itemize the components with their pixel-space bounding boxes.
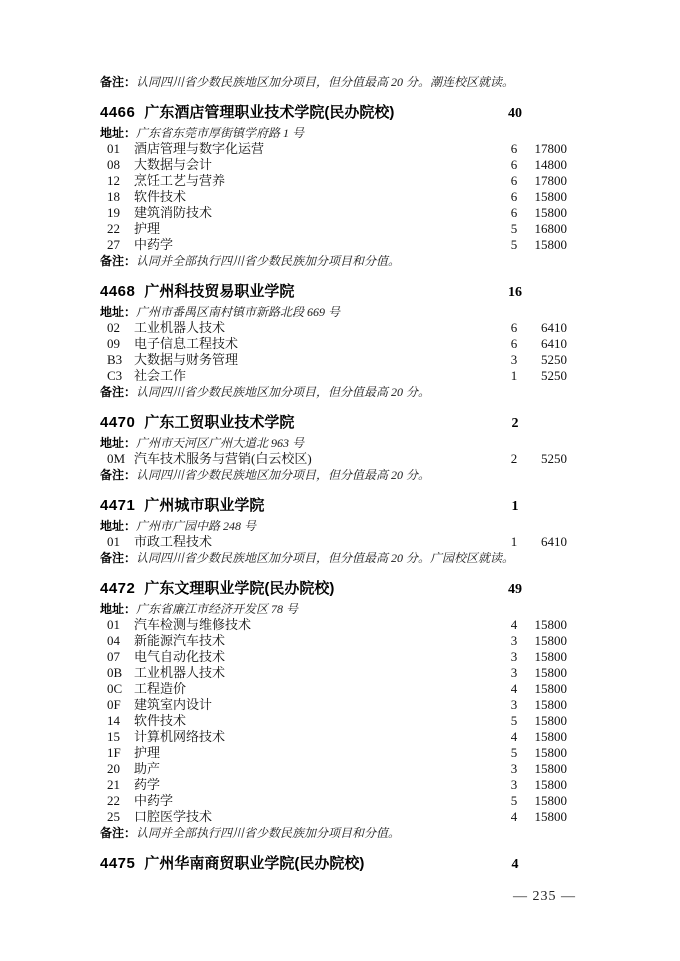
major-fee: 15800 [534,777,567,792]
major-row [100,777,567,793]
institution-code: 4472 [100,580,136,597]
majors-list [100,320,567,384]
majors-list [100,141,567,253]
major-plan-count: 3 [510,665,518,680]
major-fee: 15800 [534,697,567,712]
page-content [100,74,567,876]
note-text: 认同四川省少数民族地区加分项目，但分值最高 20 分。 [136,385,431,399]
institution [100,413,567,483]
institution [100,496,567,566]
major-plan-count: 2 [510,451,518,466]
major-fee: 6410 [541,534,567,549]
major-name: 大数据与财务管理 [134,352,239,367]
institution-name: 广东文理职业学院(民办院校) [144,580,335,597]
major-fee: 15800 [534,793,567,808]
major-row [100,451,567,467]
address-text: 广州市天河区广州大道北 963 号 [136,436,305,450]
note-row [100,550,567,566]
major-row [100,729,567,745]
institution-name: 广州华南商贸职业学院(民办院校) [144,855,365,872]
address-label: 地址： [100,519,137,533]
major-code: 20 [107,761,120,776]
major-fee: 5250 [541,451,567,466]
major-row [100,141,567,157]
major-name: 护理 [134,745,161,760]
institution-name: 广东酒店管理职业技术学院(民办院校) [144,104,395,121]
major-plan-count: 4 [510,681,518,696]
major-row [100,665,567,681]
address-row [100,304,567,320]
major-row [100,173,567,189]
major-code: 01 [107,534,120,549]
address-text: 广东省东莞市厚街镇学府路 1 号 [136,126,305,140]
major-code: 1F [107,745,121,760]
major-plan-count: 3 [510,633,518,648]
note-text: 认同并全部执行四川省少数民族加分项目和分值。 [136,254,401,268]
institution-total-plan: 2 [511,416,519,431]
institution-code: 4471 [100,497,136,514]
institution-name: 广东工贸职业技术学院 [144,414,295,431]
major-name: 中药学 [134,793,174,808]
institution-code: 4466 [100,104,136,121]
institution-code: 4468 [100,283,136,300]
address-row [100,125,567,141]
major-plan-count: 6 [510,173,518,188]
major-fee: 16800 [534,221,567,236]
address-text: 广州市广园中路 248 号 [136,519,257,533]
major-name: 工业机器人技术 [134,665,226,680]
institution-header [100,413,567,433]
major-row [100,534,567,550]
major-name: 大数据与会计 [134,157,213,172]
institution-header [100,496,567,516]
major-name: 电子信息工程技术 [134,336,239,351]
major-plan-count: 4 [510,617,518,632]
major-fee: 15800 [534,761,567,776]
note-row [100,825,567,841]
major-code: 04 [107,633,120,648]
major-code: 0F [107,697,121,712]
major-code: 21 [107,777,120,792]
major-name: 口腔医学技术 [134,809,213,824]
major-fee: 15800 [534,237,567,252]
major-code: 07 [107,649,120,664]
major-fee: 15800 [534,681,567,696]
major-plan-count: 5 [510,221,518,236]
institution-code: 4470 [100,414,136,431]
major-fee: 5250 [541,368,567,383]
major-fee: 5250 [541,352,567,367]
majors-list [100,617,567,825]
major-code: 22 [107,221,120,236]
major-row [100,745,567,761]
institution [100,103,567,269]
institution-header [100,282,567,302]
major-plan-count: 1 [510,368,518,383]
major-plan-count: 4 [510,729,518,744]
major-name: 建筑室内设计 [134,697,213,712]
note-text: 认同四川省少数民族地区加分项目，但分值最高 20 分。 [136,468,431,482]
major-plan-count: 3 [510,352,518,367]
note-label: 备注： [100,468,137,482]
address-text: 广东省廉江市经济开发区 78 号 [136,602,299,616]
major-fee: 6410 [541,336,567,351]
address-row [100,435,567,451]
note-label: 备注： [100,254,137,268]
major-row [100,793,567,809]
note-text: 认同并全部执行四川省少数民族加分项目和分值。 [136,826,401,840]
major-name: 市政工程技术 [134,534,213,549]
major-code: 0C [107,681,123,696]
institution-total-plan: 1 [511,499,519,514]
note-label: 备注： [100,75,137,89]
institution-list [100,103,567,874]
major-fee: 15800 [534,745,567,760]
major-row [100,681,567,697]
note-text: 认同四川省少数民族地区加分项目，但分值最高 20 分。潮连校区就读。 [136,75,515,89]
institution-total-plan: 4 [511,857,519,872]
major-row [100,649,567,665]
address-row [100,518,567,534]
institution [100,579,567,841]
institution-header [100,854,567,874]
major-name: 汽车检测与维修技术 [134,617,252,632]
major-name: 软件技术 [134,189,187,204]
major-code: 01 [107,617,120,632]
address-row [100,601,567,617]
major-fee: 17800 [534,173,567,188]
major-fee: 15800 [534,649,567,664]
major-plan-count: 5 [510,713,518,728]
major-fee: 17800 [534,141,567,156]
institution [100,854,567,874]
major-plan-count: 5 [510,237,518,252]
major-fee: 15800 [534,189,567,204]
major-plan-count: 6 [510,157,518,172]
major-fee: 15800 [534,617,567,632]
address-label: 地址： [100,436,137,450]
institution-name: 广州城市职业学院 [144,497,265,514]
major-plan-count: 3 [510,777,518,792]
institution-total-plan: 40 [508,106,522,121]
major-code: B3 [107,352,123,367]
majors-list [100,451,567,467]
major-plan-count: 6 [510,141,518,156]
note-row [100,384,567,400]
major-name: 新能源汽车技术 [134,633,226,648]
page-number: — 235 — [513,889,576,904]
major-fee: 15800 [534,205,567,220]
major-plan-count: 5 [510,793,518,808]
major-code: 22 [107,793,120,808]
major-name: 建筑消防技术 [134,205,213,220]
note-row [100,253,567,269]
major-name: 药学 [134,777,161,792]
major-code: 14 [107,713,120,728]
top-note-row [100,74,567,90]
major-row [100,697,567,713]
note-label: 备注： [100,551,137,565]
major-row [100,157,567,173]
major-plan-count: 3 [510,649,518,664]
note-row [100,467,567,483]
note-label: 备注： [100,826,137,840]
major-code: 08 [107,157,120,172]
address-text: 广州市番禺区南村镇市新路北段 669 号 [136,305,341,319]
major-fee: 6410 [541,320,567,335]
institution-total-plan: 49 [508,582,522,597]
major-code: 01 [107,141,120,156]
major-row [100,633,567,649]
major-code: 12 [107,173,120,188]
major-fee: 14800 [534,157,567,172]
major-code: 27 [107,237,120,252]
address-label: 地址： [100,305,137,319]
institution-header [100,103,567,123]
major-row [100,809,567,825]
major-name: 工业机器人技术 [134,320,226,335]
major-row [100,189,567,205]
note-text: 认同四川省少数民族地区加分项目，但分值最高 20 分。广园校区就读。 [136,551,515,565]
major-row [100,205,567,221]
major-fee: 15800 [534,809,567,824]
major-code: 18 [107,189,120,204]
major-name: 软件技术 [134,713,187,728]
major-row [100,368,567,384]
major-name: 中药学 [134,237,174,252]
major-code: 02 [107,320,120,335]
major-name: 社会工作 [134,368,187,383]
major-code: 15 [107,729,120,744]
address-label: 地址： [100,126,137,140]
major-fee: 15800 [534,633,567,648]
major-name: 汽车技术服务与营销(白云校区) [134,451,312,466]
major-row [100,617,567,633]
major-name: 计算机网络技术 [134,729,226,744]
note-label: 备注： [100,385,137,399]
major-plan-count: 6 [510,205,518,220]
major-fee: 15800 [534,729,567,744]
major-code: 25 [107,809,120,824]
majors-list [100,534,567,550]
address-label: 地址： [100,602,137,616]
major-row [100,761,567,777]
institution-total-plan: 16 [508,285,522,300]
major-name: 烹饪工艺与营养 [134,173,226,188]
major-plan-count: 6 [510,336,518,351]
major-plan-count: 5 [510,745,518,760]
major-fee: 15800 [534,665,567,680]
major-code: 0M [107,451,126,466]
major-row [100,221,567,237]
major-code: 19 [107,205,120,220]
institution [100,282,567,400]
institution-name: 广州科技贸易职业学院 [144,283,295,300]
major-plan-count: 3 [510,697,518,712]
major-row [100,352,567,368]
major-plan-count: 4 [510,809,518,824]
major-code: C3 [107,368,123,383]
major-name: 电气自动化技术 [134,649,226,664]
major-row [100,237,567,253]
institution-header [100,579,567,599]
major-name: 护理 [134,221,161,236]
institution-code: 4475 [100,855,136,872]
major-code: 09 [107,336,120,351]
major-name: 酒店管理与数字化运营 [134,141,265,156]
major-row [100,320,567,336]
major-plan-count: 6 [510,320,518,335]
major-code: 0B [107,665,123,680]
major-name: 工程造价 [134,681,187,696]
major-plan-count: 1 [510,534,518,549]
major-name: 助产 [134,761,161,776]
major-row [100,336,567,352]
major-fee: 15800 [534,713,567,728]
major-plan-count: 3 [510,761,518,776]
major-plan-count: 6 [510,189,518,204]
major-row [100,713,567,729]
